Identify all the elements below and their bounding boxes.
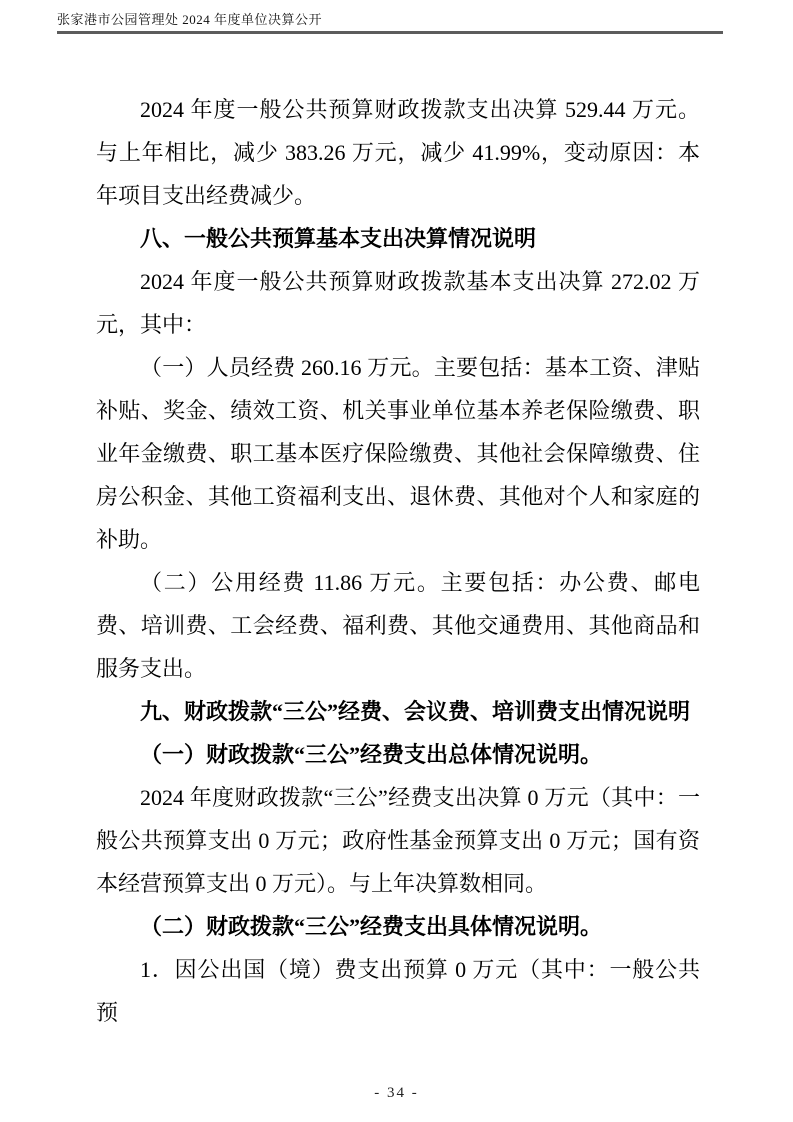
subsection-heading-overall-situation: （一）财政拨款“三公”经费支出总体情况说明。	[140, 742, 603, 767]
subsection-heading-specific-situation: （二）财政拨款“三公”经费支出具体情况说明。	[140, 914, 603, 939]
header-rule	[57, 31, 723, 34]
document-body	[96, 88, 700, 1034]
paragraph-public-expenses: （二）公用经费 11.86 万元。主要包括：办公费、邮电费、培训费、工会经费、福利费、其他交通费用、其他商品和服务支出。	[96, 570, 700, 681]
paragraph-personnel-expenses: （一）人员经费 260.16 万元。主要包括：基本工资、津贴补贴、奖金、绩效工资、机关事业单位基本养老保险缴费、职业年金缴费、职工基本医疗保险缴费、其他社会保障缴费、住房公积金、其他工资福利支出、退休费、其他对个人和家庭的补助。	[96, 355, 700, 552]
section-heading-basic-expenditure: 八、一般公共预算基本支出决算情况说明	[140, 226, 537, 251]
section-heading-three-public-funds: 九、财政拨款“三公”经费、会议费、培训费支出情况说明	[140, 699, 691, 724]
page-header	[57, 12, 723, 34]
paragraph-basic-expenditure-total: 2024 年度一般公共预算财政拨款基本支出决算 272.02 万元，其中：	[96, 269, 700, 337]
page-number: - 34 -	[374, 1085, 419, 1101]
paragraph-three-public-funds-total: 2024 年度财政拨款“三公”经费支出决算 0 万元（其中：一般公共预算支出 0 万元；政府性基金预算支出 0 万元；国有资本经营预算支出 0 万元）。与上年决算数相同。	[96, 785, 700, 896]
page-footer	[0, 1084, 793, 1102]
paragraph-overseas-travel-expenses: 1．因公出国（境）费支出预算 0 万元（其中：一般公共预	[96, 957, 700, 1025]
header-title: 张家港市公园管理处 2024 年度单位决算公开	[57, 12, 323, 27]
paragraph-general-budget-expenditure: 2024 年度一般公共预算财政拨款支出决算 529.44 万元。与上年相比，减少 383.26 万元，减少 41.99%，变动原因：本年项目支出经费减少。	[96, 97, 700, 208]
